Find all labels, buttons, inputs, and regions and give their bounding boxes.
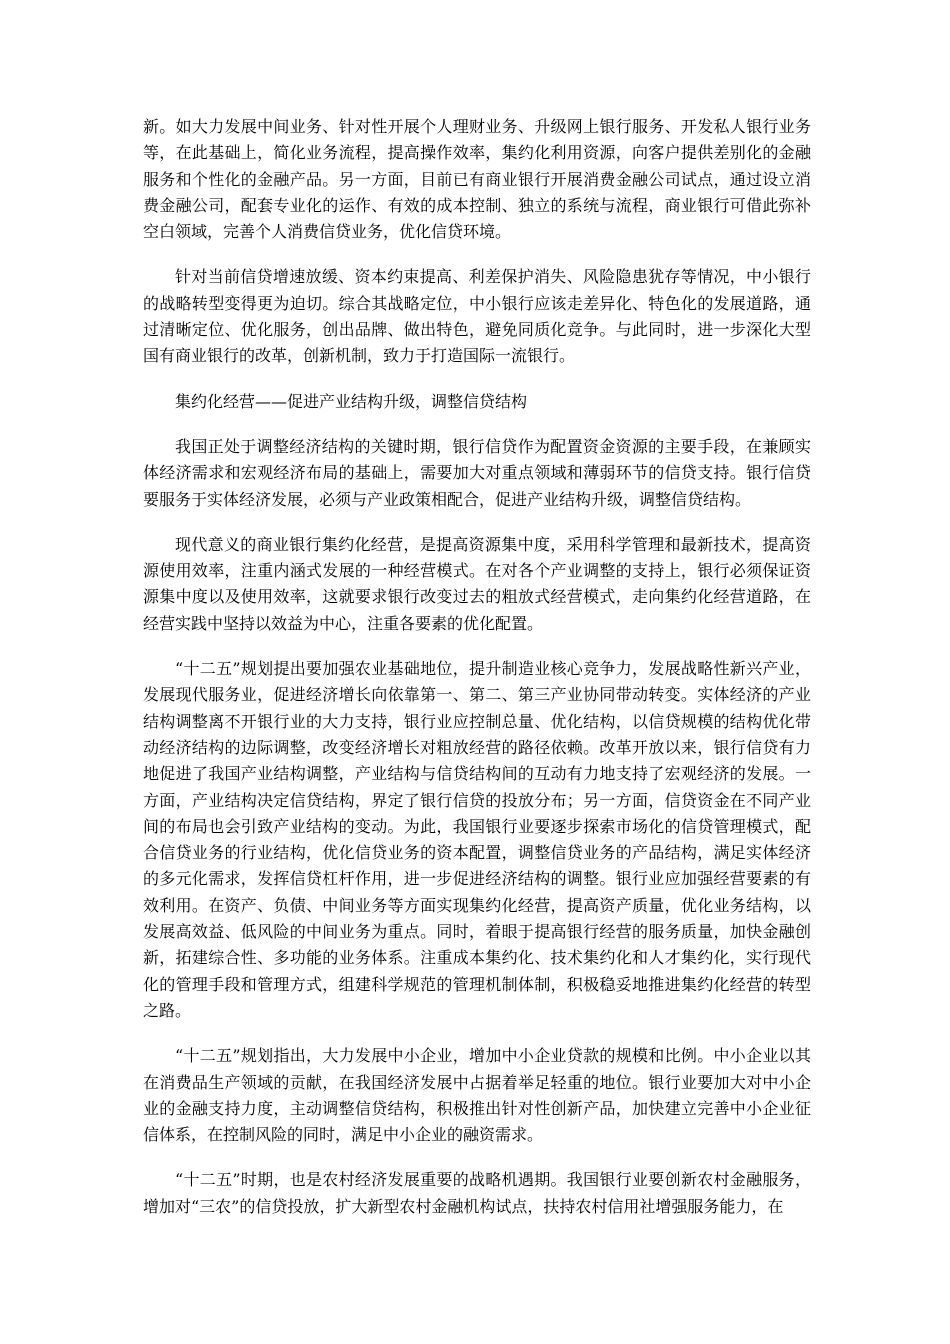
paragraph-3: 我国正处于调整经济结构的关键时期，银行信贷作为配置资金资源的主要手段，在兼顾实体经济需求和宏观经济布局的基础上，需要加大对重点领域和薄弱环节的信贷支持。银行信贷要服务于实体经济发展，必须与产业政策相配合，促进产业结构升级，调整信贷结构。: [143, 436, 811, 509]
paragraph-4: 现代意义的商业银行集约化经营，是提高资源集中度，采用科学管理和最新技术，提高资源使用效率，注重内涵式发展的一种经营模式。在对各个产业调整的支持上，银行必须保证资源集中度以及使用效率，这就要求银行改变过去的粗放式经营模式，走向集约化经营道路，在经营实践中坚持以效益为中心，注重各要素的优化配置。: [143, 534, 811, 633]
section-heading: 集约化经营——促进产业结构升级，调整信贷结构: [175, 391, 528, 411]
paragraph-2: 针对当前信贷增速放缓、资本约束提高、利差保护消失、风险隐患犹存等情况，中小银行的战略转型变得更为迫切。综合其战略定位，中小银行应该走差异化、特色化的发展道路，通过清晰定位、优化服务，创出品牌、做出特色，避免同质化竞争。与此同时，进一步深化大型国有商业银行的改革，创新机制，致力于打造国际一流银行。: [143, 267, 811, 366]
paragraph-1: 新。如大力发展中间业务、针对性开展个人理财业务、升级网上银行服务、开发私人银行业务等，在此基础上，简化业务流程，提高操作效率，集约化利用资源，向客户提供差别化的金融服务和个性化的金融产品。另一方面，目前已有商业银行开展消费金融公司试点，通过设立消费金融公司，配套专业化的运作、有效的成本控制、独立的系统与流程，商业银行可借此弥补空白领域，完善个人消费信贷业务，优化信贷环境。: [143, 117, 811, 242]
paragraph-5: “十二五”规划提出要加强农业基础地位，提升制造业核心竞争力，发展战略性新兴产业，发展现代服务业，促进经济增长向依靠第一、第二、第三产业协同带动转变。实体经济的产业结构调整离不开银行业的大力支持，银行业应控制总量、优化结构，以信贷规模的结构优化带动经济结构的边际调整，改变经济增长对粗放经营的路径依赖。改革开放以来，银行信贷有力地促进了我国产业结构调整，产业结构与信贷结构间的互动有力地支持了宏观经济的发展。一方面，产业结构决定信贷结构，界定了银行信贷的投放分布；另一方面，信贷资金在不同产业间的布局也会引致产业结构的变动。为此，我国银行业要逐步探索市场化的信贷管理模式，配合信贷业务的行业结构，优化信贷业务的资本配置，调整信贷业务的产品结构，满足实体经济的多元化需求，发挥信贷杠杆作用，进一步促进经济结构的调整。银行业应加强经营要素的有效利用。在资产、负债、中间业务等方面实现集约化经营，提高资产质量，优化业务结构，以发展高效益、低风险的中间业务为重点。同时，着眼于提高银行经营的服务质量，加快金融创新，拓建综合性、多功能的业务体系。注重成本集约化、技术集约化和人才集约化，实行现代化的管理手段和管理方式，组建科学规范的管理机制体制，积极稳妥地推进集约化经营的转型之路。: [143, 659, 811, 1020]
paragraph-7: “十二五”时期，也是农村经济发展重要的战略机遇期。我国银行业要创新农村金融服务，增加对“三农”的信贷投放，扩大新型农村金融机构试点，扶持农村信用社增强服务能力，在: [143, 1170, 811, 1216]
document-body: [143, 114, 811, 1239]
paragraph-6: “十二五”规划指出，大力发展中小企业，增加中小企业贷款的规模和比例。中小企业以其在消费品生产领域的贡献，在我国经济发展中占据着举足轻重的地位。银行业要加大对中小企业的金融支持力度，主动调整信贷结构，积极推出针对性创新产品，加快建立完善中小企业征信体系，在控制风险的同时，满足中小企业的融资需求。: [143, 1046, 811, 1145]
